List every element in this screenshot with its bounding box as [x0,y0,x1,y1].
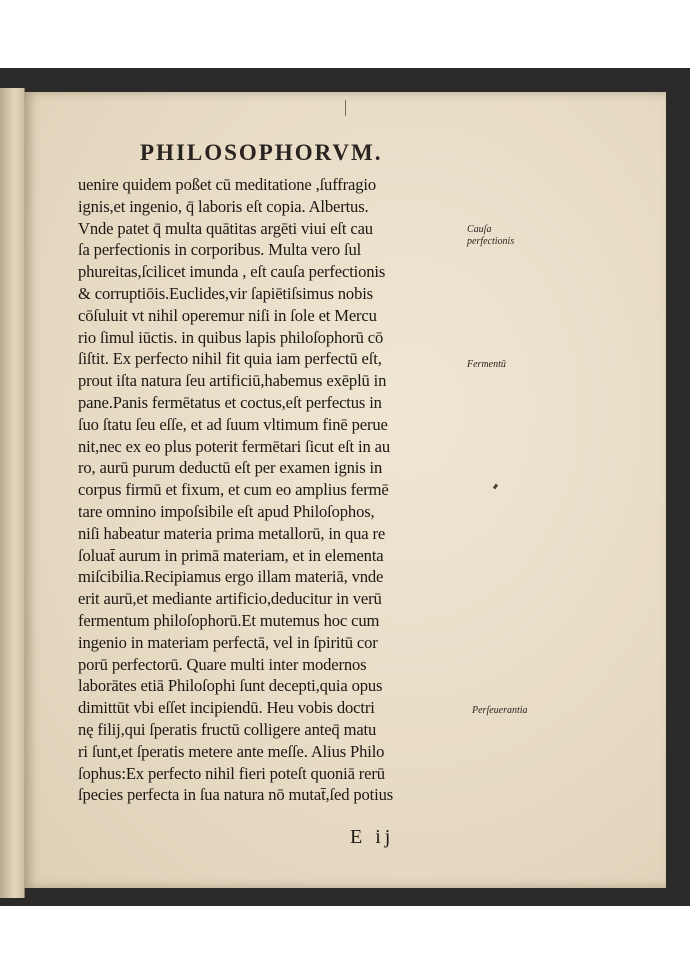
body-text [78,174,468,806]
text-line: & corruptiōis.Euclides,vir ſapiētiſsimus nobis [78,283,373,303]
text-line: prout iſta natura ſeu artificiū,habemus exēplū in [78,371,387,391]
marginal-note: Cauſa perfectionis [467,224,515,247]
text-line: ro, aurū purum deductū eſt per examen ignis in [78,458,383,478]
text-line: ſoluat̄ aurum in primā materiam, et in elementa [78,545,384,565]
text-line: nę filij,qui ſperatis fructū colligere anteq̄ matu [78,719,377,739]
text-line: ſa perfectionis in corporibus. Multa vero ſul [78,240,362,260]
text-line: ſuo ſtatu ſeu eſſe, et ad ſuum vltimum finē perue [78,414,388,434]
text-line: ſiſtit. Ex perfecto nihil fit quia iam perfectū eſt, [78,349,382,369]
text-line: fermentum philoſophorū.Et mutemus hoc cum [78,610,380,630]
text-line: laborātes etiā Philoſophi ſunt decepti,quia opus [78,676,383,696]
text-line: porū perfectorū. Quare multi inter modernos [78,654,367,674]
text-line: Vnde patet q̄ multa quātitas argēti viui eſt cau [78,218,373,238]
text-line: ignis,et ingenio, q̄ laboris eſt copia. Albertus. [78,196,369,216]
text-line: miſcibilia.Recipiamus ergo illam materiā, vnde [78,567,384,587]
text-line: dimittūt vbi eſſet incipiendū. Heu vobis doctri [78,698,375,718]
marginal-note: Perſeuerantia [472,705,528,716]
marginal-note: Fermentū [467,359,506,370]
text-line: ſpecies perfecta in ſua natura nō mutat̄,ſed potius [78,785,394,805]
text-line: uenire quidem poßet cū meditatione ,ſuffragio [78,175,376,194]
page-crease-mark [345,100,346,116]
text-line: ſophus:Ex perfecto nihil fieri poteſt quoniā rerū [78,763,385,783]
text-line: rio ſimul iūctis. in quibus lapis philoſophorū cō [78,327,384,347]
text-line: pane.Panis fermētatus et coctus,eſt perfectus in [78,392,382,412]
signature-mark: E ij [350,826,395,848]
text-line: ingenio in materiam perfectā, vel in ſpiritū cor [78,632,378,652]
running-head: PHILOSOPHORVM. [140,140,383,165]
text-line: nit,nec ex eo plus poterit fermētari ſicut eſt in au [78,436,390,456]
text-line: tare omnino impoſsibile eſt apud Philoſophos, [78,501,375,521]
facing-page-edge [0,88,25,898]
text-line: erit aurū,et mediante artificio,deducitur in verū [78,589,382,609]
text-line: phureitas,ſcilicet imunda , eſt cauſa perfectionis [78,262,386,282]
text-line: ri ſunt,et ſperatis metere ante meſſe. Alius Philo [78,741,385,761]
text-line: corpus firmū et fixum, et cum eo amplius fermē [78,480,389,500]
text-line: cōſuluit vt nihil operemur niſi in ſole et Mercu [78,305,377,325]
text-line: niſi habeatur materia prima metallorū, in qua re [78,523,386,543]
